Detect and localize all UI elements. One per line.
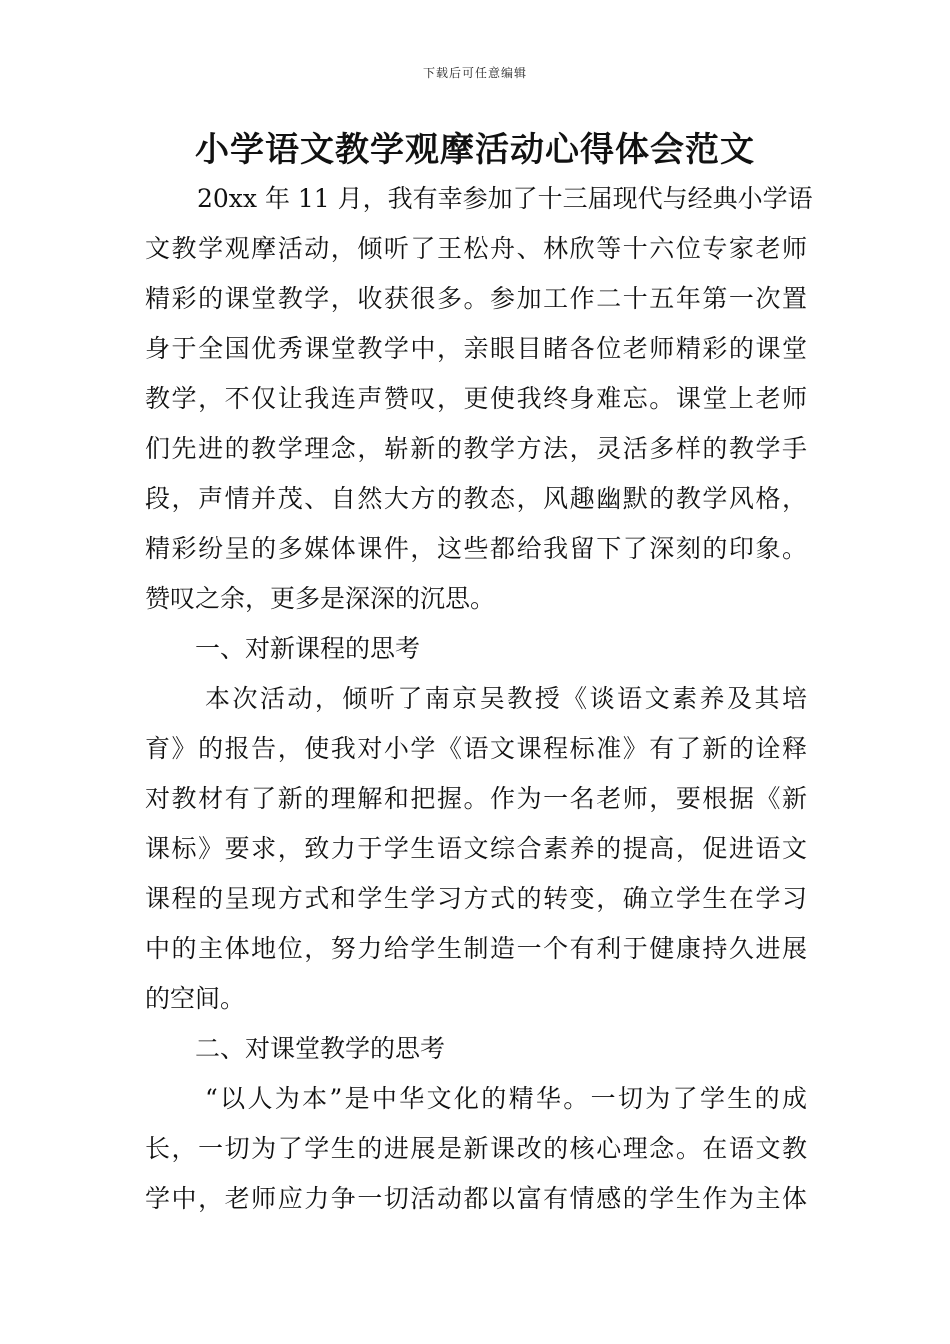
- paragraph-line: 课程的呈现方式和学生学习方式的转变，确立学生在学习: [145, 884, 807, 913]
- paragraph-classroom: [145, 1074, 807, 1224]
- paragraph-line: 本次活动，倾听了南京吴教授《谈语文素养及其培: [205, 684, 807, 713]
- header-note: 下载后可任意编辑: [422, 66, 527, 80]
- paragraph-line: 的空间。: [145, 984, 246, 1013]
- paragraph-line: 精彩的课堂教学，收获很多。参加工作二十五年第一次置: [145, 284, 807, 313]
- paragraph-line: 课标》要求，致力于学生语文综合素养的提高，促进语文: [145, 834, 807, 863]
- paragraph-line: 学中，老师应力争一切活动都以富有情感的学生作为主体: [145, 1184, 807, 1213]
- section-heading: 二、对课堂教学的思考: [195, 1034, 446, 1063]
- paragraph-line: 段，声情并茂、自然大方的教态，风趣幽默的教学风格，: [145, 484, 807, 513]
- section-heading: 一、对新课程的思考: [195, 634, 421, 663]
- document-body: [145, 174, 813, 1224]
- paragraph-line: 们先进的教学理念，崭新的教学方法，灵活多样的教学手: [145, 434, 807, 463]
- paragraph-new-curriculum: [145, 674, 807, 1024]
- paragraph-line: 文教学观摩活动，倾听了王松舟、林欣等十六位专家老师: [145, 234, 807, 263]
- paragraph-line: 身于全国优秀课堂教学中，亲眼目睹各位老师精彩的课堂: [145, 334, 807, 363]
- paragraph-line: 精彩纷呈的多媒体课件，这些都给我留下了深刻的印象。: [145, 534, 807, 563]
- paragraph-line: 20xx 年 11 月，我有幸参加了十三届现代与经典小学语: [197, 184, 813, 213]
- paragraph-line: 中的主体地位，努力给学生制造一个有利于健康持久进展: [145, 934, 807, 963]
- paragraph-line: 赞叹之余，更多是深深的沉思。: [145, 584, 496, 613]
- paragraph-intro: [145, 174, 813, 624]
- paragraph-line: 育》的报告，使我对小学《语文课程标准》有了新的诠释: [145, 734, 807, 763]
- paragraph-line: “以人为本”是中华文化的精华。一切为了学生的成: [205, 1084, 807, 1113]
- document-title: 小学语文教学观摩活动心得体会范文: [195, 130, 755, 170]
- paragraph-line: 对教材有了新的理解和把握。作为一名老师，要根据《新: [145, 784, 807, 813]
- paragraph-line: 长，一切为了学生的进展是新课改的核心理念。在语文教: [145, 1134, 807, 1163]
- paragraph-line: 教学，不仅让我连声赞叹，更使我终身难忘。课堂上老师: [145, 384, 807, 413]
